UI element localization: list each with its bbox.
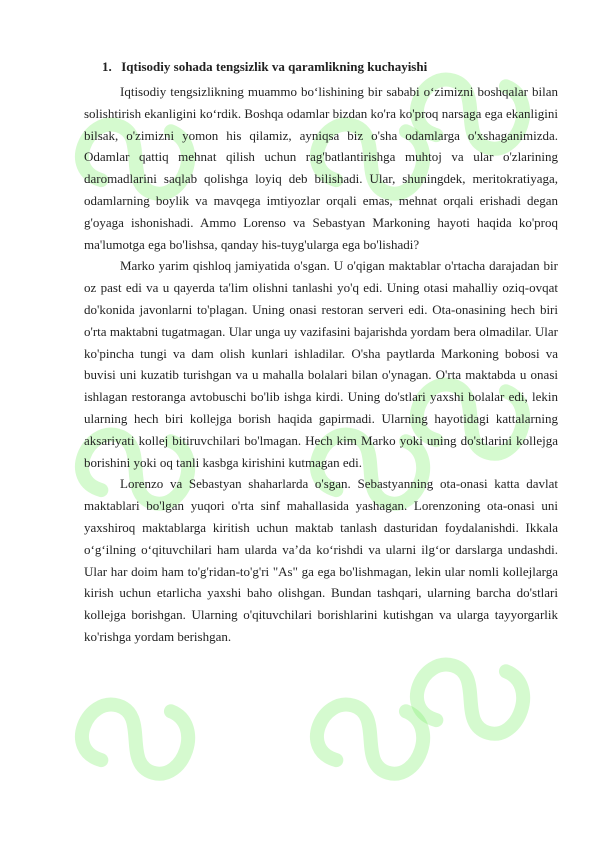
watermark-mark [305,672,437,803]
watermark-mark [70,672,202,803]
section-heading [102,56,558,77]
document-page [84,56,558,648]
watermark-mark [405,632,537,763]
section-title: Iqtisodiy sohada tengsizlik va qaramlikning kuchayishi [121,59,428,74]
paragraph: Lorenzo va Sebastyan shaharlarda o'sgan. Sebastyanning ota-onasi katta davlat maktablari bo'lgan yuqori o'rta sinf mahallasida yashagan. Lorenzoning ota-onasi uni yaxshiroq maktablarga kiritish uchun maktab tanlash dasturidan foydalanishdi. Ikkala o‘g‘ilning o‘qituvchilari ham ularda va’da ko‘rishdi va ularni ilg‘or darslarga undashdi. Ular har doim ham to'g'ridan-to'g'ri "As" ga ega bo'lishmagan, lekin ular nomli kollejlarga kirish uchun etarlicha yaxshi baho olishgan. Bundan tashqari, ularning barcha do'stlari kollejga borishgan. Ularning o'qituvchilari borishlarini kutishgan va ularga tayyorgarlik ko'rishga yordam berishgan. [84,476,558,644]
section-number: 1. [102,59,112,74]
paragraph: Iqtisodiy tengsizlikning muammo bo‘lishining bir sababi o‘zimizni boshqalar bilan solishtirish ekanligini ko‘rdik. Boshqa odamlar bizdan ko'ra ko'proq narsaga ega ekanligini bilsak, o'zimizni yomon his qilamiz, ayniqsa biz o'sha odamlarga o'xshaganimizda. Odamlar qattiq mehnat qilish uchun rag'batlantirishga muhtoj va ular o'zlarining daromadlarini saqlab qolishga loyiq deb bilishadi. Ular, shuningdek, meritokratiyaga, odamlarning boylik va mavqega imtiyozlar orqali emas, mehnat orqali erishadi degan g'oyaga ishonishadi. Ammo Lorenso va Sebastyan Markoning hayoti haqida ko'proq ma'lumotga ega bo'lishsa, qanday his-tuyg'ularga ega bo'lishadi? [84,84,558,252]
paragraph: Marko yarim qishloq jamiyatida o'sgan. U o'qigan maktablar o'rtacha darajadan bir oz past edi va u qayerda ta'lim olishni tanlashi yo'q edi. Uning otasi mahalliy oziq-ovqat do'konida javonlarni to'plagan. Uning onasi restoran serveri edi. Ota-onasining hech biri o'rta maktabni tugatmagan. Ular unga uy vazifasini bajarishda yordam bera olmadilar. Ular ko'pincha tungi va dam olish kunlari ishladilar. O'sha paytlarda Markoning bobosi va buvisi uni kuzatib turishgan va u mahalla bolalari bilan o'ynagan. O'rta maktabda u onasi ishlagan restoranga avtobuschi bo'lib ishga kirdi. Uning do'stlari yaxshi bolalar edi, lekin ularning hech biri kollejga borish haqida gapirmadi. Ularning hayotidagi kattalarning aksariyati kollej bitiruvchilari bo'lmagan. Hech kim Marko yoki uning do'stlarini kollejga borishini yoki oq tanli kasbga kirishini kutmagan edi. [84,258,558,470]
